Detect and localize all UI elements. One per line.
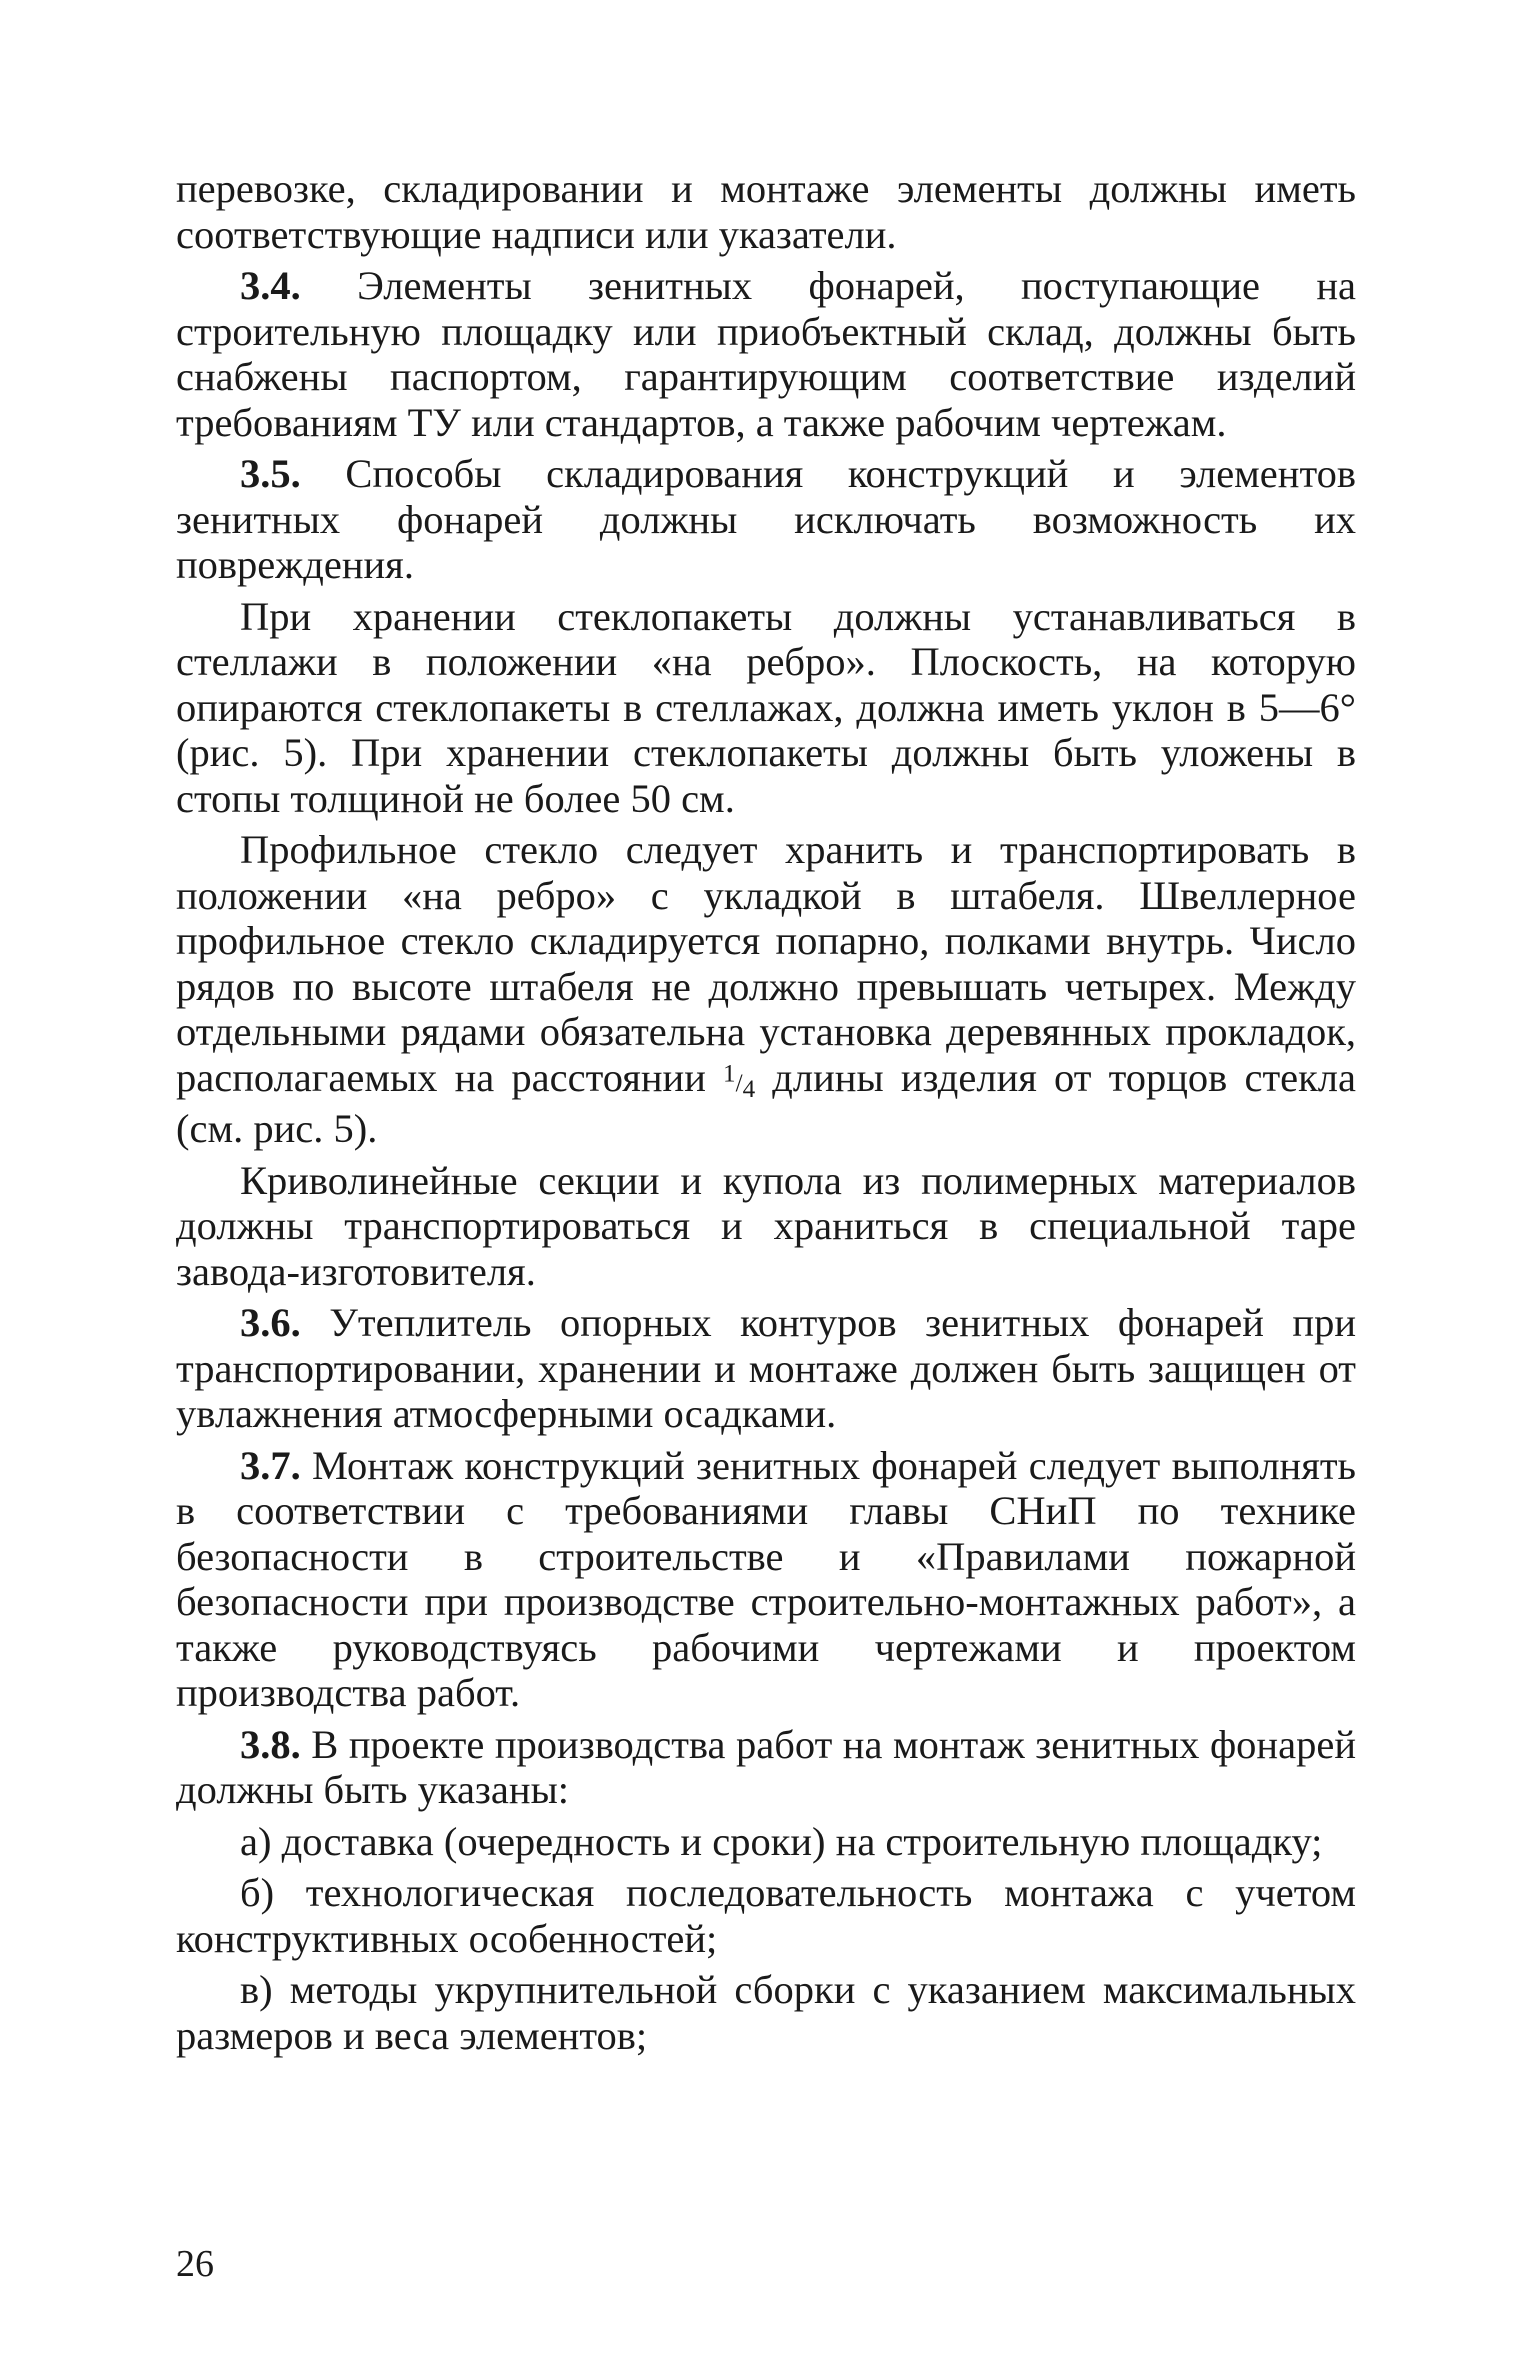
paragraph-continuation <box>176 166 1356 257</box>
section-number: 3.4. <box>240 263 301 308</box>
section-3-4 <box>176 263 1356 445</box>
section-3-5 <box>176 451 1356 588</box>
body-text <box>176 166 1356 2064</box>
section-number: 3.5. <box>240 451 301 496</box>
fraction-one-quarter: $^1/_4$ <box>723 1060 756 1103</box>
paragraph-curved-sections <box>176 1158 1356 1295</box>
paragraph-profile-glass <box>176 827 1356 1152</box>
fraction-numerator: 1 <box>723 1060 736 1088</box>
paragraph-text: длины изделия от торцов стекла (см. рис. 5). <box>176 1054 1356 1151</box>
list-item-b <box>176 1870 1356 1961</box>
paragraph-text: В проекте производства работ на монтаж зенитных фонарей должны быть указаны: <box>176 1721 1356 1812</box>
section-number: 3.8. <box>240 1721 301 1767</box>
section-number: 3.6. <box>240 1300 301 1345</box>
section-3-7 <box>176 1443 1356 1716</box>
paragraph-text: Утеплитель опорных контуров зенитных фонарей при транспортировании, хранении и монтаже должен быть защищен от увлажнения атмосферными осадками. <box>176 1300 1356 1436</box>
section-3-6 <box>176 1300 1356 1437</box>
list-item-c <box>176 1967 1356 2058</box>
section-3-8 <box>176 1722 1356 1813</box>
paragraph-text: Элементы зенитных фонарей, поступающие на строительную площадку или приобъектный склад, должны быть снабжены паспортом, гарантирующим соответствие изделий требованиям ТУ или стандартов, а также рабочим чертежам. <box>176 263 1356 445</box>
list-item-text: а) доставка (очередность и сроки) на строительную площадку; <box>240 1818 1323 1864</box>
paragraph-text: При хранении стеклопакеты должны устанавливаться в стеллажи в положении «на ребро». Плоскость, на которую опираются стеклопакеты в стеллажах, должна иметь уклон в 5—6° (рис. 5). При хранении стеклопакеты должны быть уложены в стопы толщиной не более 50 см. <box>176 593 1356 821</box>
list-item-text: в) методы укрупнительной сборки с указанием максимальных размеров и веса элементов; <box>176 1967 1356 2058</box>
paragraph-glass-units-storage <box>176 594 1356 822</box>
fraction-denominator: 4 <box>742 1075 756 1103</box>
paragraph-text: Профильное стекло следует хранить и транспортировать в положении «на ребро» с укладкой в штабеля. Швеллерное профильное стекло складируется попарно, полками внутрь. Число рядов по высоте штабеля не должно превышать четырех. Между отдельными рядами обязательна установка деревянных прокладок, располагаемых на расстоянии <box>176 827 1356 1100</box>
page-number: 26 <box>176 2243 214 2285</box>
paragraph-text: Монтаж конструкций зенитных фонарей следует выполнять в соответствии с требованиями главы СНиП по технике безопасности в строительстве и «Правилами пожарной безопасности при производстве строительно-монтажных работ», а также руководствуясь рабочими чертежами и проектом производства работ. <box>176 1442 1356 1715</box>
section-number: 3.7. <box>240 1442 301 1488</box>
list-item-text: б) технологическая последовательность монтажа с учетом конструктивных особенностей; <box>176 1870 1356 1961</box>
list-item-a <box>176 1819 1356 1865</box>
paragraph-text: перевозке, складировании и монтаже элементы должны иметь соответствующие надписи или указатели. <box>176 166 1356 257</box>
paragraph-text: Криволинейные секции и купола из полимерных материалов должны транспортироваться и храниться в специальной таре завода-изготовителя. <box>176 1157 1356 1294</box>
paragraph-text: Способы складирования конструкций и элементов зенитных фонарей должны исключать возможность их повреждения. <box>176 451 1356 587</box>
